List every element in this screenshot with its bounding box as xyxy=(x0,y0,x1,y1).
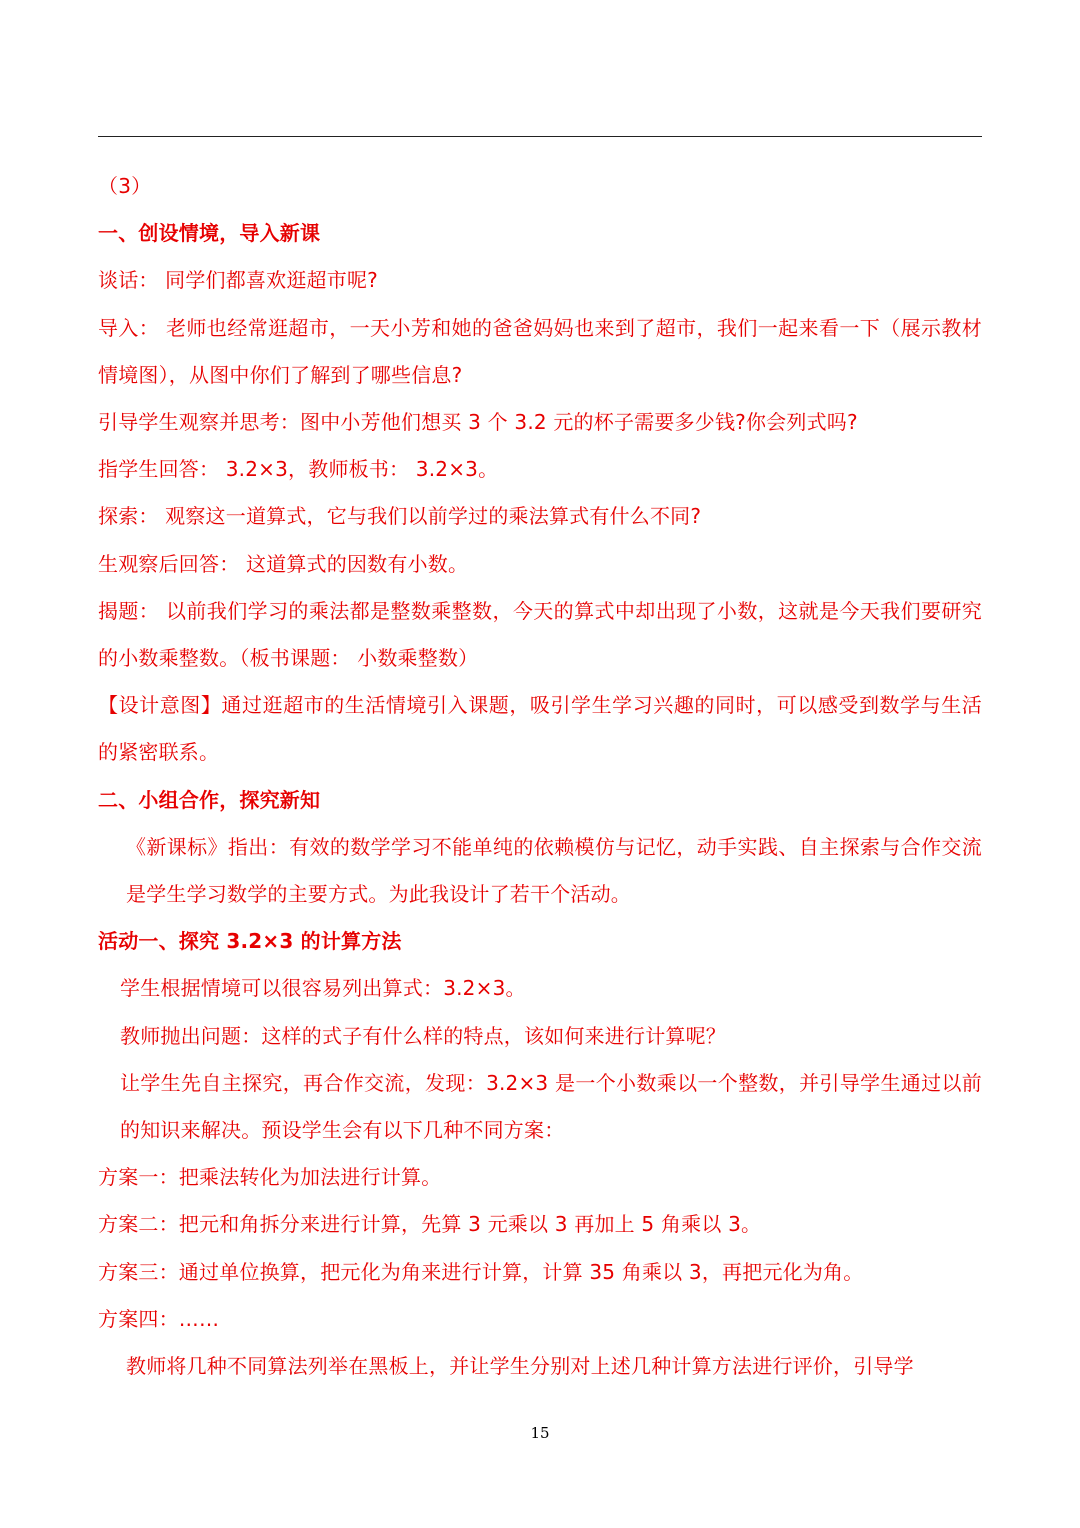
paragraph-formula: 学生根据情境可以很容易列出算式：3.2×3。 xyxy=(120,976,526,1001)
header-rule xyxy=(98,136,982,137)
plan-3: 方案三：通过单位换算，把元化为角来进行计算，计算 35 角乘以 3，再把元化为角。 xyxy=(98,1259,864,1284)
plan-2: 方案二：把元和角拆分来进行计算，先算 3 元乘以 3 再加上 5 角乘以 3。 xyxy=(98,1212,762,1237)
section-number: （3） xyxy=(98,174,152,198)
paragraph-guide: 引导学生观察并思考：图中小芳他们想买 3 个 3.2 元的杯子需要多少钱?你会列式吗? xyxy=(98,410,858,435)
page-number: 15 xyxy=(530,1424,550,1442)
paragraph-talk: 谈话： 同学们都喜欢逛超市呢? xyxy=(98,268,378,293)
paragraph-curriculum: 《新课标》指出：有效的数学学习不能单纯的依赖模仿与记忆，动手实践、自主探索与合作交流是学生学习数学的主要方式。为此我设计了若干个活动。 xyxy=(126,834,982,907)
plan-1: 方案一：把乘法转化为加法进行计算。 xyxy=(98,1165,442,1190)
paragraph-topic: 揭题： 以前我们学习的乘法都是整数乘整数，今天的算式中却出现了小数，这就是今天我们要研究的小数乘整数。（板书课题： 小数乘整数） xyxy=(98,598,982,671)
heading-activity-1: 活动一、探究 3.2×3 的计算方法 xyxy=(98,929,402,954)
document-body xyxy=(98,163,982,1390)
paragraph-answer: 指学生回答： 3.2×3，教师板书： 3.2×3。 xyxy=(98,457,499,482)
paragraph-explore: 探索： 观察这一道算式，它与我们以前学过的乘法算式有什么不同? xyxy=(98,504,702,529)
paragraph-inquiry: 让学生先自主探究，再合作交流，发现：3.2×3 是一个小数乘以一个整数，并引导学生通过以前的知识来解决。预设学生会有以下几种不同方案： xyxy=(120,1070,982,1143)
plan-4: 方案四：…… xyxy=(98,1306,220,1331)
paragraph-design-intent: 【设计意图】通过逛超市的生活情境引入课题，吸引学生学习兴趣的同时，可以感受到数学与生活的紧密联系。 xyxy=(98,693,982,765)
heading-1: 一、创设情境，导入新课 xyxy=(98,221,321,246)
paragraph-intro: 导入： 老师也经常逛超市，一天小芳和她的爸爸妈妈也来到了超市，我们一起来看一下（展示教材情境图），从图中你们了解到了哪些信息? xyxy=(98,315,982,387)
paragraph-observe: 生观察后回答： 这道算式的因数有小数。 xyxy=(98,551,469,576)
paragraph-question: 教师抛出问题：这样的式子有什么样的特点，该如何来进行计算呢？ xyxy=(120,1023,726,1048)
heading-2: 二、小组合作，探究新知 xyxy=(98,787,321,812)
paragraph-evaluate: 教师将几种不同算法列举在黑板上，并让学生分别对上述几种计算方法进行评价，引导学 xyxy=(126,1354,914,1379)
